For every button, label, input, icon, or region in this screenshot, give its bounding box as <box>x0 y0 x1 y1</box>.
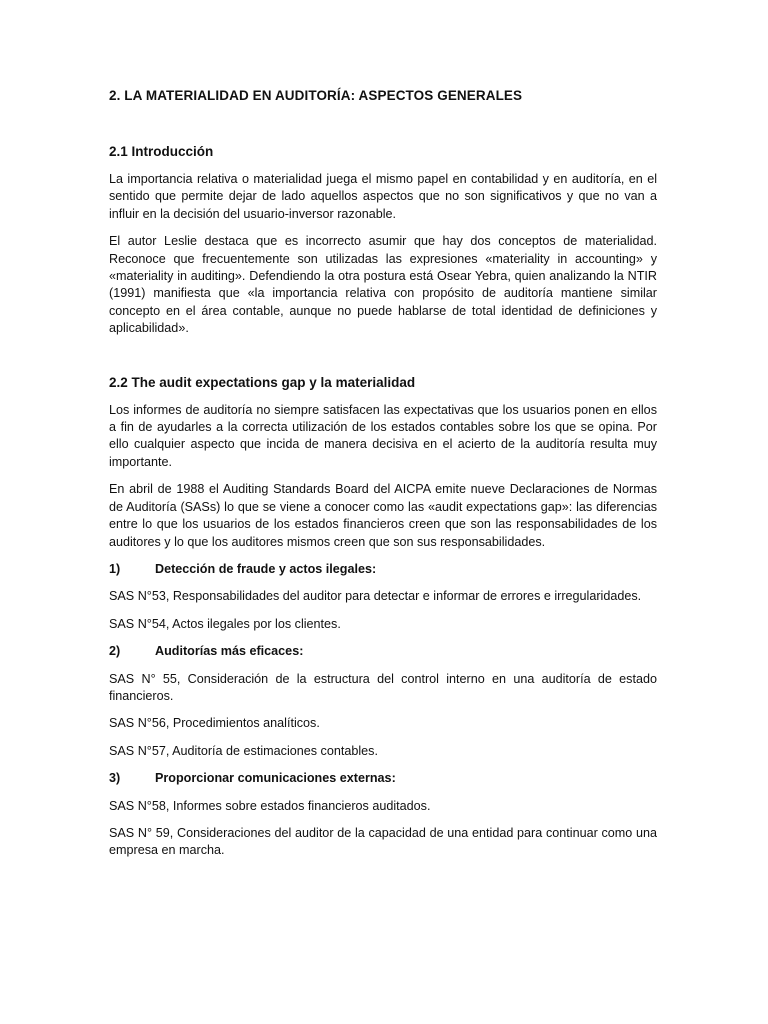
list-item: SAS N° 59, Consideraciones del auditor de la capacidad de una entidad para continuar como una empresa en marcha. <box>109 825 657 858</box>
list-item: SAS N° 55, Consideración de la estructura del control interno en una auditoría de estado financieros. <box>109 671 657 703</box>
document-body <box>109 143 657 870</box>
list-heading-label: Detección de fraude y actos ilegales: <box>155 561 377 576</box>
paragraph: Los informes de auditoría no siempre satisfacen las expectativas que los usuarios ponen en ellos a fin de ayudarles a la correcta utilización de los estados contables sobre los que se opina. Por ello cualquier aspecto que incida de manera decisiva en el acierto de la auditoría resulta muy importante. <box>109 402 657 469</box>
section-heading-audit-expectations-gap: 2.2 The audit expectations gap y la materialidad <box>109 374 416 390</box>
paragraph: En abril de 1988 el Auditing Standards Board del AICPA emite nueve Declaraciones de Normas de Auditoría (SASs) lo que se viene a conocer como las «audit expectations gap»: las diferencias entre lo que los usuarios de los estados financieros creen que son las responsabilidades de los auditores y lo que los auditores mismos creen que son sus responsabilidades. <box>109 482 657 549</box>
list-item: SAS N°53, Responsabilidades del auditor para detectar e informar de errores e irregularidades. <box>109 589 642 604</box>
numbered-heading <box>109 770 657 787</box>
list-item: SAS N°57, Auditoría de estimaciones contables. <box>109 743 378 758</box>
list-heading-label: Auditorías más eficaces: <box>155 644 304 659</box>
numbered-heading <box>109 561 657 578</box>
numbered-heading <box>109 643 657 660</box>
section-heading-introduccion: 2.1 Introducción <box>109 144 214 159</box>
section-spacer <box>109 348 657 374</box>
list-number: 2) <box>109 644 121 659</box>
list-number: 1) <box>109 561 121 576</box>
paragraph: El autor Leslie destaca que es incorrecto asumir que hay dos conceptos de materialidad. Reconoce que frecuentemente son utilizadas las expresiones «materiality in accounting» y «materiality in auditing». Defendiendo la otra postura está Osear Yebra, quien analizando la NTIR (1991) manifiesta que «la importancia relativa con propósito de auditoría mantiene similar concepto en el área contable, aunque no puede hablarse de total identidad de definiciones y aplicabilidad». <box>109 234 657 336</box>
document-title: 2. LA MATERIALIDAD EN AUDITORÍA: ASPECTOS GENERALES <box>109 88 523 103</box>
paragraph: La importancia relativa o materialidad juega el mismo papel en contabilidad y en auditoría, en el sentido que permite dejar de lado aquellos aspectos que no son significativos y que no van a influir en la decisión del usuario-inversor razonable. <box>109 172 657 221</box>
list-item: SAS N°56, Procedimientos analíticos. <box>109 716 320 731</box>
list-heading-label: Proporcionar comunicaciones externas: <box>155 771 396 786</box>
list-item: SAS N°54, Actos ilegales por los clientes. <box>109 616 341 631</box>
list-item: SAS N°58, Informes sobre estados financieros auditados. <box>109 798 431 813</box>
list-number: 3) <box>109 771 121 786</box>
